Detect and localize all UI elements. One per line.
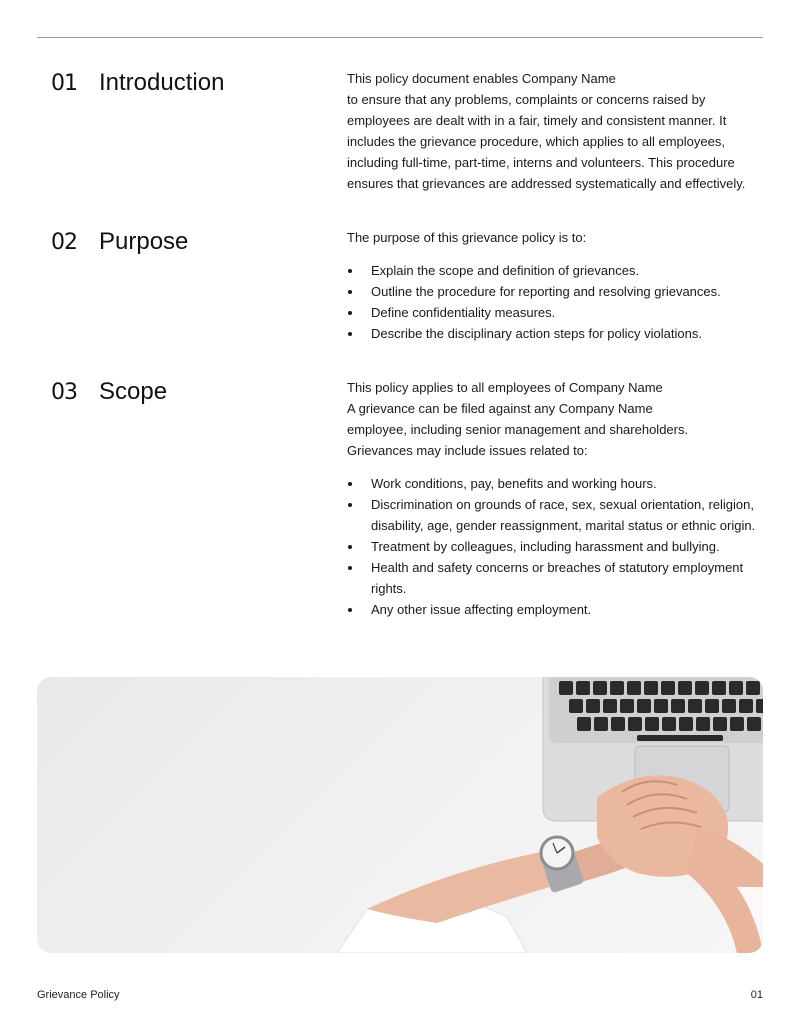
keyboard-key bbox=[576, 681, 590, 695]
paragraph: employee, including senior management and shareholders. bbox=[347, 422, 689, 437]
keyboard-key bbox=[705, 699, 719, 713]
keyboard-key bbox=[586, 699, 600, 713]
keyboard-key bbox=[696, 717, 710, 731]
keyboard-key bbox=[739, 699, 753, 713]
keyboard-key bbox=[679, 717, 693, 731]
keyboard-key bbox=[654, 699, 668, 713]
keyboard-key bbox=[645, 717, 659, 731]
list-item: Define confidentiality measures. bbox=[347, 302, 767, 323]
footer-document-title: Grievance Policy bbox=[37, 989, 120, 1001]
keyboard-key bbox=[569, 699, 583, 713]
section-title: Scope bbox=[99, 378, 168, 405]
section-body bbox=[347, 68, 767, 194]
keyboard-key bbox=[644, 681, 658, 695]
section-body bbox=[347, 227, 767, 344]
keyboard-key bbox=[695, 681, 709, 695]
keyboard-key bbox=[678, 681, 692, 695]
keyboard-key bbox=[746, 681, 760, 695]
laptop-hands-photo bbox=[37, 677, 763, 953]
paragraph: This policy document enables Company Name bbox=[347, 71, 616, 86]
section-number: 03 bbox=[51, 380, 77, 405]
list-item: Work conditions, pay, benefits and working hours. bbox=[347, 473, 767, 494]
list-item: Explain the scope and definition of grievances. bbox=[347, 260, 767, 281]
paragraph: The purpose of this grievance policy is to: bbox=[347, 230, 587, 245]
keyboard-key bbox=[756, 699, 763, 713]
keyboard-key bbox=[722, 699, 736, 713]
keyboard-key bbox=[603, 699, 617, 713]
keyboard-key bbox=[610, 681, 624, 695]
photo-illustration bbox=[37, 677, 763, 953]
section-title: Introduction bbox=[99, 69, 225, 96]
keyboard-key bbox=[637, 699, 651, 713]
list-item: Health and safety concerns or breaches of statutory employment rights. bbox=[347, 557, 767, 599]
paragraph: A grievance can be filed against any Company Name bbox=[347, 401, 653, 416]
top-divider bbox=[37, 37, 763, 38]
list-item: Describe the disciplinary action steps for policy violations. bbox=[347, 323, 767, 344]
bullet-list bbox=[347, 473, 767, 620]
keyboard-key bbox=[593, 681, 607, 695]
list-item: Any other issue affecting employment. bbox=[347, 599, 767, 620]
section-number: 01 bbox=[51, 71, 77, 96]
keyboard-key bbox=[577, 717, 591, 731]
section-number: 02 bbox=[51, 230, 77, 255]
keyboard-key bbox=[627, 681, 641, 695]
keyboard-key bbox=[628, 717, 642, 731]
list-item: Treatment by colleagues, including harassment and bullying. bbox=[347, 536, 767, 557]
keyboard-key bbox=[662, 717, 676, 731]
list-item: Outline the procedure for reporting and resolving grievances. bbox=[347, 281, 767, 302]
keyboard-key bbox=[559, 681, 573, 695]
paragraph: This policy applies to all employees of Company Name bbox=[347, 380, 663, 395]
section-title: Purpose bbox=[99, 228, 189, 255]
paragraph: to ensure that any problems, complaints or concerns raised by employees are dealt with in a fair, timely and consistent manner. It includes the grievance procedure, which applies to all employees, including full-time, part-time, interns and volunteers. This procedure ensures that grievances are addressed systematically and effectively. bbox=[347, 92, 746, 191]
keyboard-key bbox=[594, 717, 608, 731]
keyboard-key bbox=[671, 699, 685, 713]
keyboard-key bbox=[713, 717, 727, 731]
keyboard-key bbox=[729, 681, 743, 695]
keyboard-key bbox=[730, 717, 744, 731]
keyboard-key bbox=[712, 681, 726, 695]
keyboard-key bbox=[747, 717, 761, 731]
section-body bbox=[347, 377, 767, 620]
footer-page-number: 01 bbox=[750, 989, 763, 1001]
keyboard-spacebar bbox=[637, 735, 723, 741]
list-item: Discrimination on grounds of race, sex, sexual orientation, religion, disability, age, gender reassignment, marital status or ethnic origin. bbox=[347, 494, 767, 536]
keyboard-key bbox=[661, 681, 675, 695]
paragraph: Grievances may include issues related to: bbox=[347, 443, 588, 458]
bullet-list bbox=[347, 260, 767, 344]
keyboard-key bbox=[620, 699, 634, 713]
keyboard-key bbox=[611, 717, 625, 731]
keyboard-key bbox=[688, 699, 702, 713]
